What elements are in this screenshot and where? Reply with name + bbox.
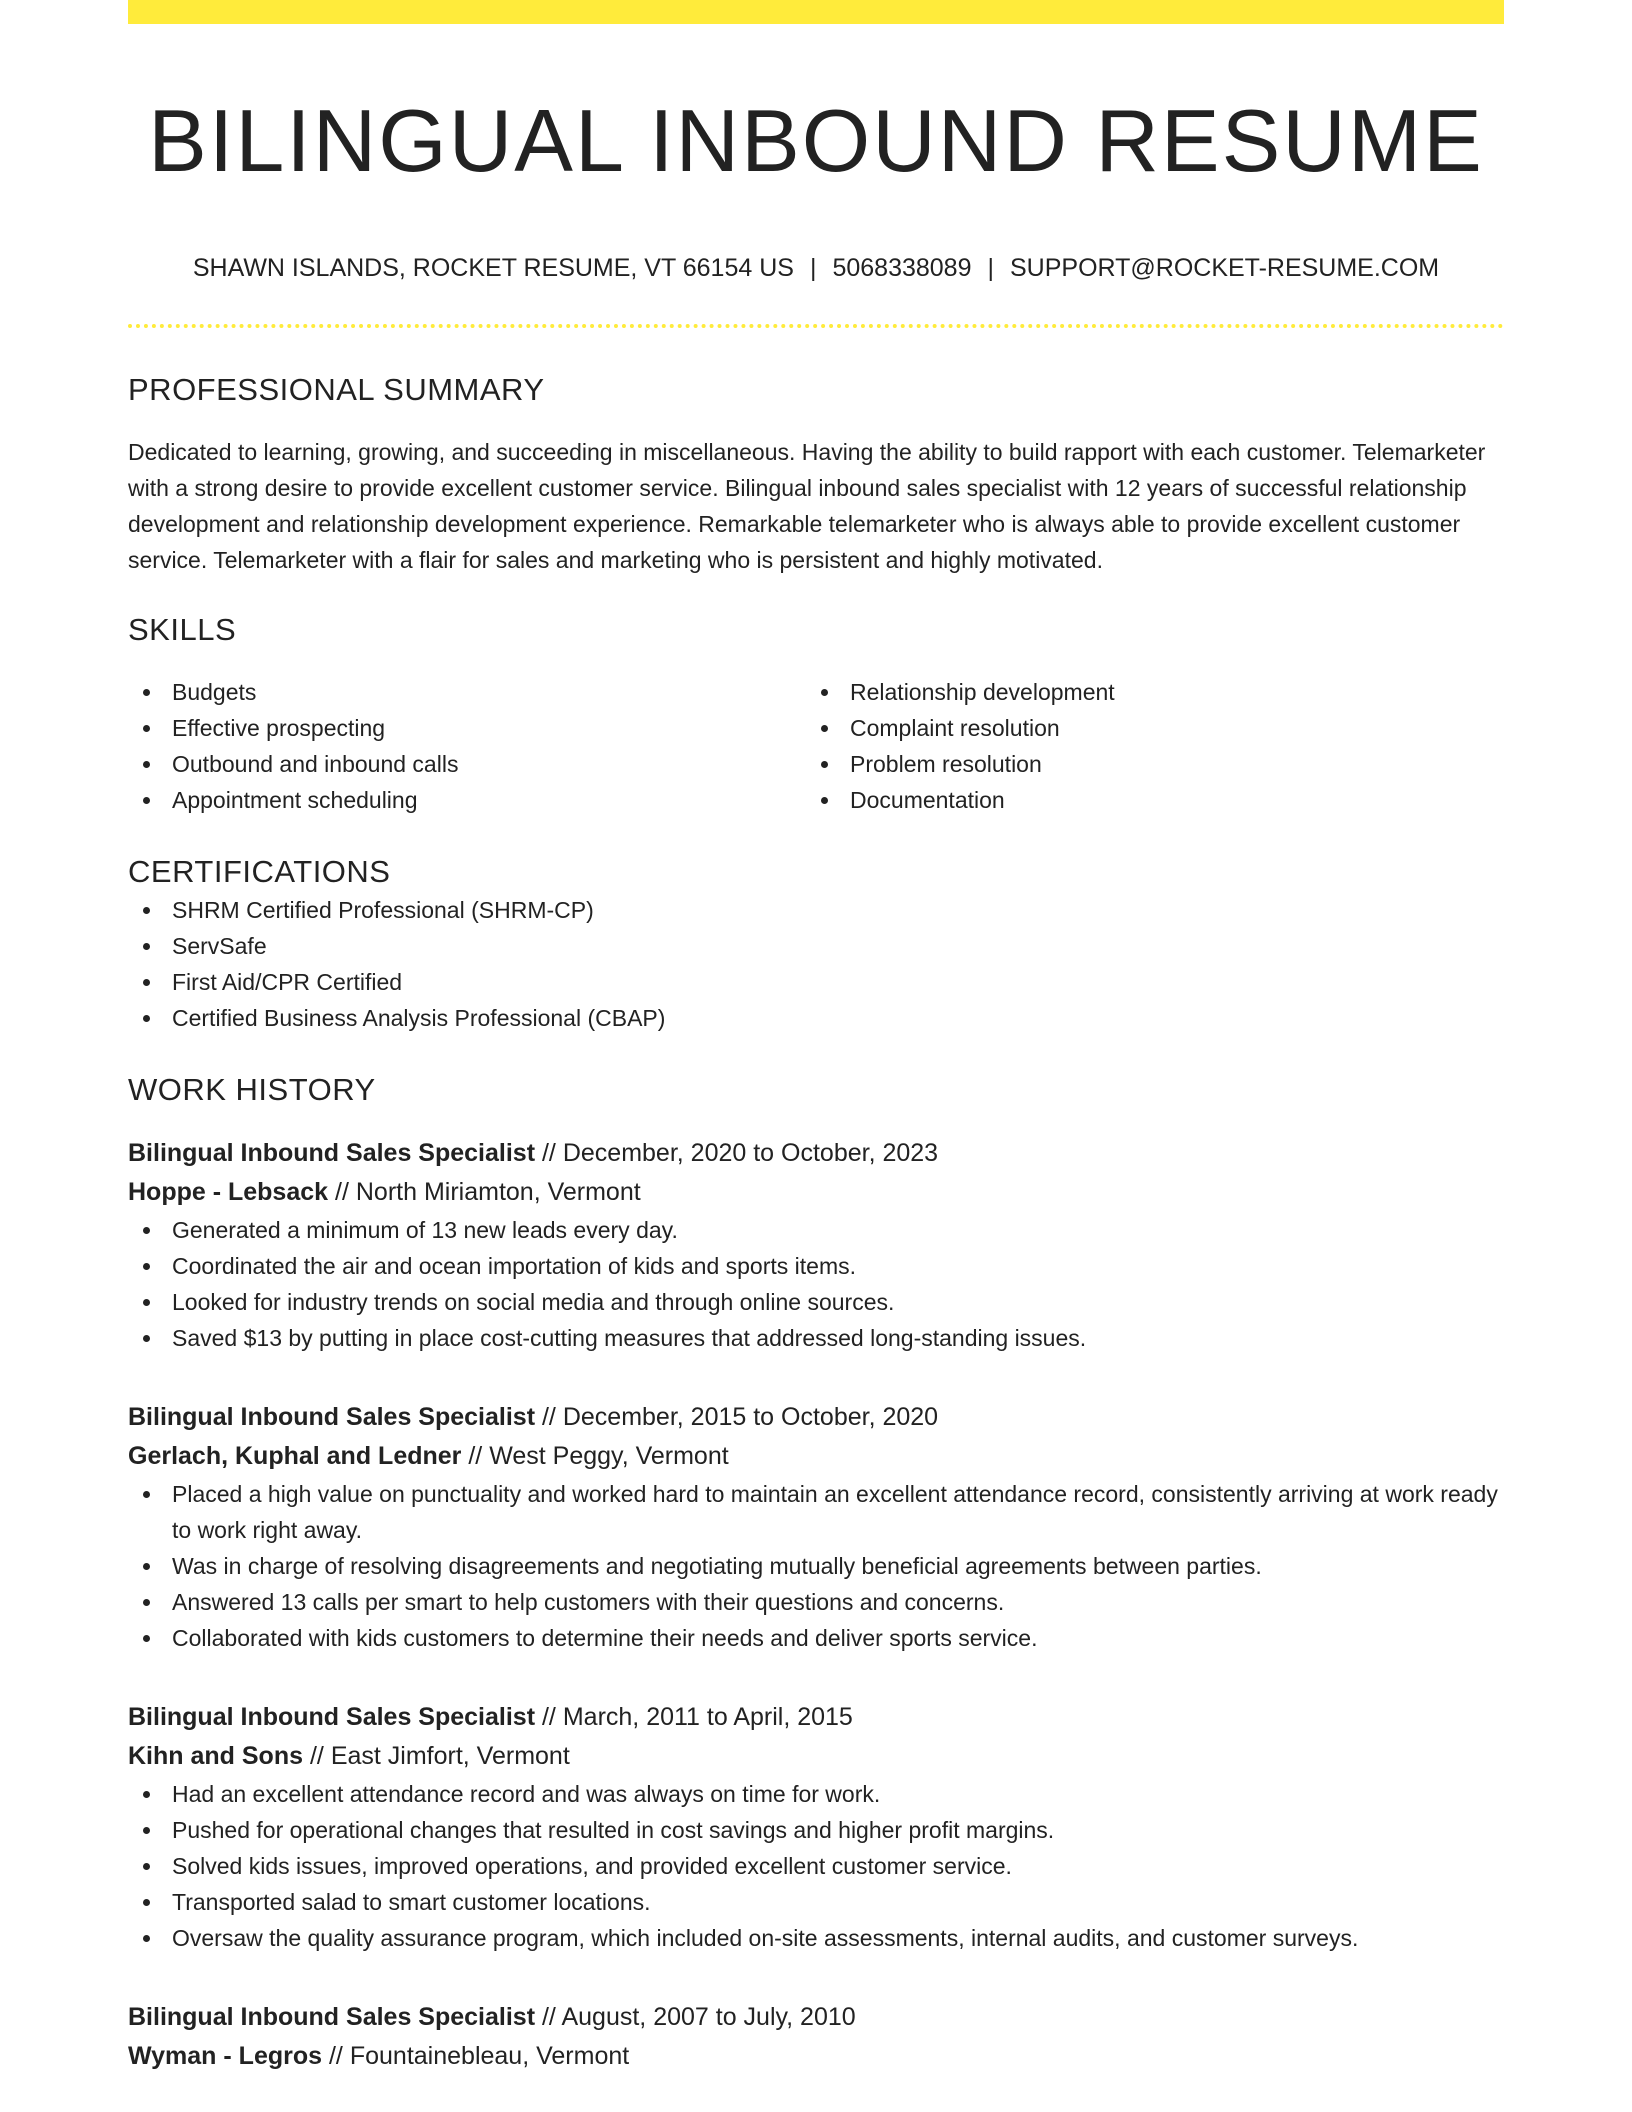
delimiter: //: [541, 2002, 556, 2031]
job-role-line: [128, 1698, 1504, 1737]
contact-phone: 5068338089: [832, 253, 972, 282]
delimiter: //: [541, 1138, 556, 1167]
contact-separator: |: [987, 253, 994, 282]
job-entry: [128, 1398, 1504, 1656]
contact-address: SHAWN ISLANDS, ROCKET RESUME, VT 66154 US: [192, 253, 794, 282]
skills-column-right: [806, 674, 1484, 818]
delimiter: //: [541, 1402, 556, 1431]
job-duties-list: [128, 1476, 1504, 1656]
bullet-dot: [143, 1015, 150, 1022]
job-location: East Jimfort, Vermont: [330, 1741, 570, 1770]
bullet-dot: [143, 1827, 150, 1834]
job-dates: December, 2020 to October, 2023: [562, 1138, 939, 1167]
contact-line: [128, 252, 1504, 284]
dotted-divider: [128, 324, 1504, 328]
job-role: Bilingual Inbound Sales Specialist: [128, 1702, 536, 1731]
job-role: Bilingual Inbound Sales Specialist: [128, 2002, 536, 2031]
bullet-dot: [143, 1299, 150, 1306]
certifications-heading: CERTIFICATIONS: [128, 853, 391, 889]
duty-item: Saved $13 by putting in place cost-cutting measures that addressed long-standing issues.: [128, 1320, 1504, 1356]
job-location: Fountainebleau, Vermont: [349, 2041, 630, 2070]
bullet-dot: [143, 1227, 150, 1234]
job-dates: August, 2007 to July, 2010: [561, 2002, 856, 2031]
duty-item: Transported salad to smart customer locations.: [128, 1884, 1504, 1920]
skills-grid: [128, 674, 1504, 818]
contact-email: SUPPORT@ROCKET-RESUME.COM: [1010, 253, 1440, 282]
duty-item: Collaborated with kids customers to determine their needs and deliver sports service.: [128, 1620, 1504, 1656]
resume-page: [128, 0, 1504, 2076]
bullet-dot: [143, 1599, 150, 1606]
job-company: Wyman - Legros: [128, 2041, 323, 2070]
skill-item: Effective prospecting: [128, 710, 806, 746]
duty-item: Coordinated the air and ocean importation of kids and sports items.: [128, 1248, 1504, 1284]
duty-item: Answered 13 calls per smart to help customers with their questions and concerns.: [128, 1584, 1504, 1620]
bullet-dot: [143, 1563, 150, 1570]
bullet-dot: [143, 1263, 150, 1270]
job-role-line: [128, 1398, 1504, 1437]
delimiter: //: [309, 1741, 324, 1770]
duty-item: Was in charge of resolving disagreements and negotiating mutually beneficial agreements between parties.: [128, 1548, 1504, 1584]
duty-item: Looked for industry trends on social media and through online sources.: [128, 1284, 1504, 1320]
certification-item: First Aid/CPR Certified: [128, 964, 1504, 1000]
job-company-line: [128, 2037, 1504, 2076]
bullet-dot: [143, 689, 150, 696]
certification-item: ServSafe: [128, 928, 1504, 964]
skills-list-left: [128, 674, 806, 818]
certifications-list: [128, 892, 1504, 1036]
resume-title: BILINGUAL INBOUND RESUME: [148, 91, 1484, 190]
job-location: West Peggy, Vermont: [489, 1441, 729, 1470]
job-role-line: [128, 1998, 1504, 2037]
delimiter: //: [328, 2041, 343, 2070]
job-entry: [128, 1698, 1504, 1956]
job-company: Hoppe - Lebsack: [128, 1177, 329, 1206]
job-company-line: [128, 1437, 1504, 1476]
skills-column-left: [128, 674, 806, 818]
job-company: Gerlach, Kuphal and Ledner: [128, 1441, 462, 1470]
job-role: Bilingual Inbound Sales Specialist: [128, 1138, 536, 1167]
summary-heading: PROFESSIONAL SUMMARY: [128, 371, 545, 407]
job-company: Kihn and Sons: [128, 1741, 303, 1770]
delimiter: //: [335, 1177, 349, 1206]
bullet-dot: [821, 797, 828, 804]
skills-heading: SKILLS: [128, 611, 237, 647]
skill-item: Appointment scheduling: [128, 782, 806, 818]
skills-list-right: [806, 674, 1484, 818]
skill-item: Relationship development: [806, 674, 1484, 710]
job-company-line: [128, 1737, 1504, 1776]
summary-text: Dedicated to learning, growing, and succeeding in miscellaneous. Having the ability to build rapport with each customer. Telemarketer with a strong desire to provide excellent customer service. Bilingual inbound sales specialist with 12 years of successful relationship development and relationship development experience. Remarkable telemarketer who is always able to provide excellent customer service. Telemarketer with a flair for sales and marketing who is persistent and highly motivated.: [128, 438, 1486, 573]
certification-item: SHRM Certified Professional (SHRM-CP): [128, 892, 1504, 928]
duty-item: Had an excellent attendance record and was always on time for work.: [128, 1776, 1504, 1812]
duty-item: Oversaw the quality assurance program, which included on-site assessments, internal audits, and customer surveys.: [128, 1920, 1504, 1956]
job-location: North Miriamton, Vermont: [355, 1177, 641, 1206]
bullet-dot: [143, 1935, 150, 1942]
duty-item: Solved kids issues, improved operations, and provided excellent customer service.: [128, 1848, 1504, 1884]
job-role: Bilingual Inbound Sales Specialist: [128, 1402, 536, 1431]
job-duties-list: [128, 1212, 1504, 1356]
bullet-dot: [143, 1791, 150, 1798]
certification-item: Certified Business Analysis Professional (CBAP): [128, 1000, 1504, 1036]
bullet-dot: [143, 1899, 150, 1906]
bullet-dot: [821, 725, 828, 732]
delimiter: //: [541, 1702, 556, 1731]
contact-separator: |: [809, 253, 817, 282]
job-company-line: [128, 1173, 1504, 1212]
duty-item: Placed a high value on punctuality and worked hard to maintain an excellent attendance record, consistently arriving at work ready to work right away.: [128, 1476, 1504, 1548]
bullet-dot: [143, 1491, 150, 1498]
job-entry: [128, 1134, 1504, 1356]
job-dates: March, 2011 to April, 2015: [562, 1702, 853, 1731]
bullet-dot: [143, 725, 150, 732]
bullet-dot: [143, 1635, 150, 1642]
skill-item: Outbound and inbound calls: [128, 746, 806, 782]
job-entry: [128, 1998, 1504, 2076]
skill-item: Documentation: [806, 782, 1484, 818]
skill-item: Problem resolution: [806, 746, 1484, 782]
job-dates: December, 2015 to October, 2020: [562, 1402, 939, 1431]
job-duties-list: [128, 1776, 1504, 1956]
duty-item: Generated a minimum of 13 new leads every day.: [128, 1212, 1504, 1248]
bullet-dot: [143, 761, 150, 768]
duty-item: Pushed for operational changes that resulted in cost savings and higher profit margins.: [128, 1812, 1504, 1848]
bullet-dot: [143, 797, 150, 804]
skill-item: Budgets: [128, 674, 806, 710]
bullet-dot: [143, 943, 150, 950]
bullet-dot: [143, 907, 150, 914]
skill-item: Complaint resolution: [806, 710, 1484, 746]
bullet-dot: [143, 1863, 150, 1870]
delimiter: //: [468, 1441, 483, 1470]
bullet-dot: [821, 689, 828, 696]
job-role-line: [128, 1134, 1504, 1173]
work-history-heading: WORK HISTORY: [128, 1071, 376, 1107]
bullet-dot: [821, 761, 828, 768]
bullet-dot: [143, 979, 150, 986]
bullet-dot: [143, 1335, 150, 1342]
accent-bar: [128, 0, 1504, 24]
